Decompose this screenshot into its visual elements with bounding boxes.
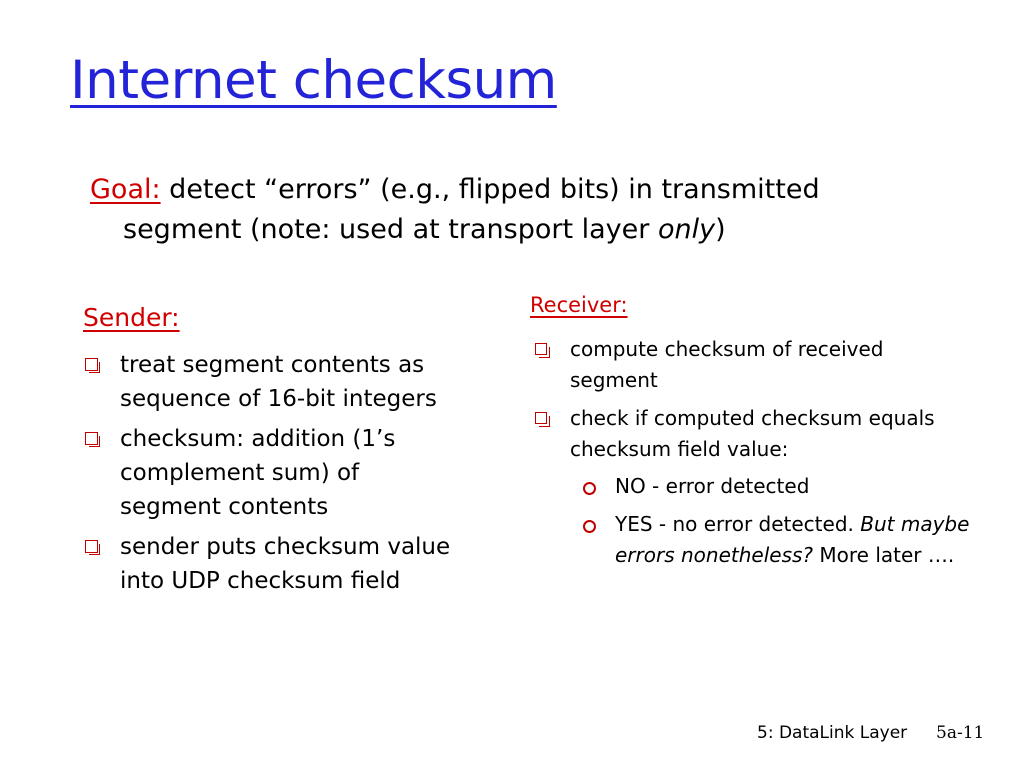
sender-item-text: sender puts checksum value into UDP checksum field (120, 534, 451, 594)
sub-list-item (570, 509, 970, 571)
footer-slide-number: 5a-11 (936, 723, 985, 743)
list-item (530, 334, 970, 396)
sub-item-text: NO - error detected (615, 474, 810, 498)
square-bullet-icon (85, 358, 98, 371)
list-item (80, 348, 460, 416)
square-bullet-icon (535, 343, 547, 355)
footer-chapter: 5: DataLink Layer (757, 723, 908, 743)
goal-statement (90, 170, 1000, 250)
receiver-item-text: check if computed checksum equals checksum field value: (570, 406, 935, 461)
goal-label: Goal: (90, 174, 161, 205)
sender-list (80, 348, 460, 604)
goal-text-b: segment (note: used at transport layer (123, 214, 658, 245)
ring-bullet-icon (583, 482, 596, 495)
square-bullet-icon (85, 540, 98, 553)
sub-item-text: YES - no error detected. (615, 512, 861, 536)
sender-heading: Sender: (83, 303, 180, 332)
square-bullet-icon (85, 432, 98, 445)
slide-title: Internet checksum (70, 50, 557, 111)
list-item (80, 530, 460, 598)
goal-text-line2 (90, 210, 1000, 250)
sender-item-text: checksum: addition (1’s complement sum) of segment contents (120, 426, 396, 520)
sub-item-italic: But maybe errors nonetheless? (615, 512, 970, 567)
receiver-heading: Receiver: (530, 293, 628, 317)
goal-text-line1: detect “errors” (e.g., flipped bits) in transmitted (160, 174, 820, 205)
ring-bullet-icon (583, 520, 596, 533)
square-bullet-icon (535, 412, 547, 424)
goal-text-c: ) (715, 214, 726, 245)
list-item (80, 422, 460, 524)
receiver-sublist (570, 471, 970, 571)
list-item (530, 403, 970, 571)
receiver-list (530, 334, 970, 578)
receiver-item-text: compute checksum of received segment (570, 337, 884, 392)
sub-item-tail: More later …. (813, 543, 955, 567)
sender-item-text: treat segment contents as sequence of 16-bit integers (120, 352, 437, 412)
sub-list-item (570, 471, 970, 502)
goal-text-italic: only (657, 214, 716, 245)
